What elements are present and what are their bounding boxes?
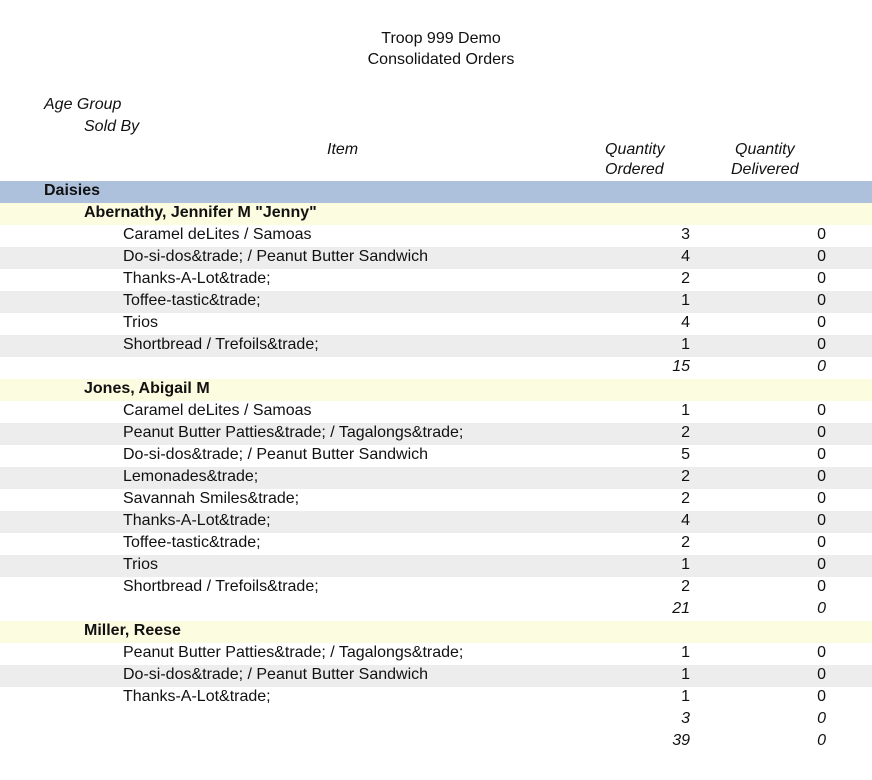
quantity-delivered: 0 (817, 424, 826, 441)
subtotal-delivered: 0 (817, 358, 826, 375)
header-qty-delivered-line1: Quantity (735, 141, 795, 158)
seller-name: Miller, Reese (84, 622, 181, 639)
item-row (0, 665, 872, 687)
seller-subtotal-row (0, 709, 872, 731)
seller-name: Abernathy, Jennifer M "Jenny" (84, 204, 317, 221)
header-qty-ordered-line1: Quantity (605, 141, 665, 158)
group-total-ordered: 39 (672, 732, 690, 749)
header-item: Item (327, 141, 359, 158)
subtotal-ordered: 21 (672, 600, 690, 617)
seller-name: Jones, Abigail M (84, 380, 210, 397)
seller-row (0, 203, 872, 225)
quantity-ordered: 1 (681, 556, 690, 573)
item-name: Lemonades&trade; (123, 468, 259, 485)
item-name: Trios (123, 314, 158, 331)
quantity-ordered: 2 (681, 534, 690, 551)
item-row (0, 643, 872, 665)
seller-row (0, 621, 872, 643)
header-sold-by: Sold By (84, 118, 140, 135)
item-row (0, 489, 872, 511)
quantity-delivered: 0 (817, 578, 826, 595)
quantity-ordered: 2 (681, 490, 690, 507)
quantity-ordered: 3 (681, 226, 690, 243)
item-name: Do-si-dos&trade; / Peanut Butter Sandwich (123, 666, 429, 683)
quantity-ordered: 2 (681, 424, 690, 441)
age-group-name: Daisies (44, 182, 101, 199)
item-row (0, 401, 872, 423)
quantity-delivered: 0 (817, 534, 826, 551)
item-name: Thanks-A-Lot&trade; (123, 688, 271, 705)
subtotal-ordered: 3 (681, 710, 690, 727)
quantity-ordered: 2 (681, 270, 690, 287)
quantity-delivered: 0 (817, 512, 826, 529)
quantity-ordered: 1 (681, 336, 690, 353)
quantity-ordered: 4 (681, 314, 690, 331)
subtotal-delivered: 0 (817, 710, 826, 727)
item-name: Shortbread / Trefoils&trade; (123, 578, 319, 595)
seller-subtotal-row (0, 599, 872, 621)
age-group-row (0, 181, 872, 203)
quantity-delivered: 0 (817, 644, 826, 661)
subtotal-delivered: 0 (817, 600, 826, 617)
item-name: Trios (123, 556, 158, 573)
quantity-ordered: 4 (681, 248, 690, 265)
item-row (0, 225, 872, 247)
quantity-ordered: 2 (681, 468, 690, 485)
quantity-delivered: 0 (817, 336, 826, 353)
quantity-delivered: 0 (817, 226, 826, 243)
quantity-delivered: 0 (817, 314, 826, 331)
item-name: Do-si-dos&trade; / Peanut Butter Sandwich (123, 446, 429, 463)
item-name: Caramel deLites / Samoas (123, 226, 312, 243)
item-name: Peanut Butter Patties&trade; / Tagalongs&trade; (123, 424, 464, 441)
item-name: Do-si-dos&trade; / Peanut Butter Sandwich (123, 248, 429, 265)
item-name: Shortbread / Trefoils&trade; (123, 336, 319, 353)
quantity-delivered: 0 (817, 446, 826, 463)
quantity-delivered: 0 (817, 666, 826, 683)
quantity-ordered: 1 (681, 688, 690, 705)
item-name: Thanks-A-Lot&trade; (123, 270, 271, 287)
quantity-delivered: 0 (817, 490, 826, 507)
quantity-delivered: 0 (817, 468, 826, 485)
item-row (0, 313, 872, 335)
quantity-delivered: 0 (817, 688, 826, 705)
quantity-ordered: 1 (681, 644, 690, 661)
item-name: Caramel deLites / Samoas (123, 402, 312, 419)
item-row (0, 269, 872, 291)
item-row (0, 511, 872, 533)
group-total-row (0, 731, 872, 753)
item-row (0, 423, 872, 445)
item-row (0, 291, 872, 313)
item-row (0, 687, 872, 709)
item-row (0, 577, 872, 599)
item-name: Thanks-A-Lot&trade; (123, 512, 271, 529)
subtotal-ordered: 15 (672, 358, 690, 375)
quantity-delivered: 0 (817, 556, 826, 573)
quantity-ordered: 2 (681, 578, 690, 595)
item-name: Toffee-tastic&trade; (123, 534, 261, 551)
quantity-delivered: 0 (817, 402, 826, 419)
item-row (0, 467, 872, 489)
header-qty-ordered-line2: Ordered (605, 161, 664, 178)
item-name: Toffee-tastic&trade; (123, 292, 261, 309)
item-row (0, 533, 872, 555)
quantity-ordered: 1 (681, 402, 690, 419)
quantity-ordered: 1 (681, 292, 690, 309)
quantity-delivered: 0 (817, 270, 826, 287)
quantity-delivered: 0 (817, 248, 826, 265)
seller-subtotal-row (0, 357, 872, 379)
group-total-delivered: 0 (817, 732, 826, 749)
report-title: Troop 999 Demo (381, 30, 501, 47)
item-row (0, 247, 872, 269)
quantity-ordered: 1 (681, 666, 690, 683)
quantity-ordered: 5 (681, 446, 690, 463)
item-name: Peanut Butter Patties&trade; / Tagalongs&trade; (123, 644, 464, 661)
item-row (0, 445, 872, 467)
quantity-delivered: 0 (817, 292, 826, 309)
seller-row (0, 379, 872, 401)
item-row (0, 335, 872, 357)
header-qty-delivered-line2: Delivered (731, 161, 799, 178)
report-subtitle: Consolidated Orders (367, 51, 515, 68)
item-row (0, 555, 872, 577)
quantity-ordered: 4 (681, 512, 690, 529)
header-age-group: Age Group (44, 96, 122, 113)
item-name: Savannah Smiles&trade; (123, 490, 300, 507)
